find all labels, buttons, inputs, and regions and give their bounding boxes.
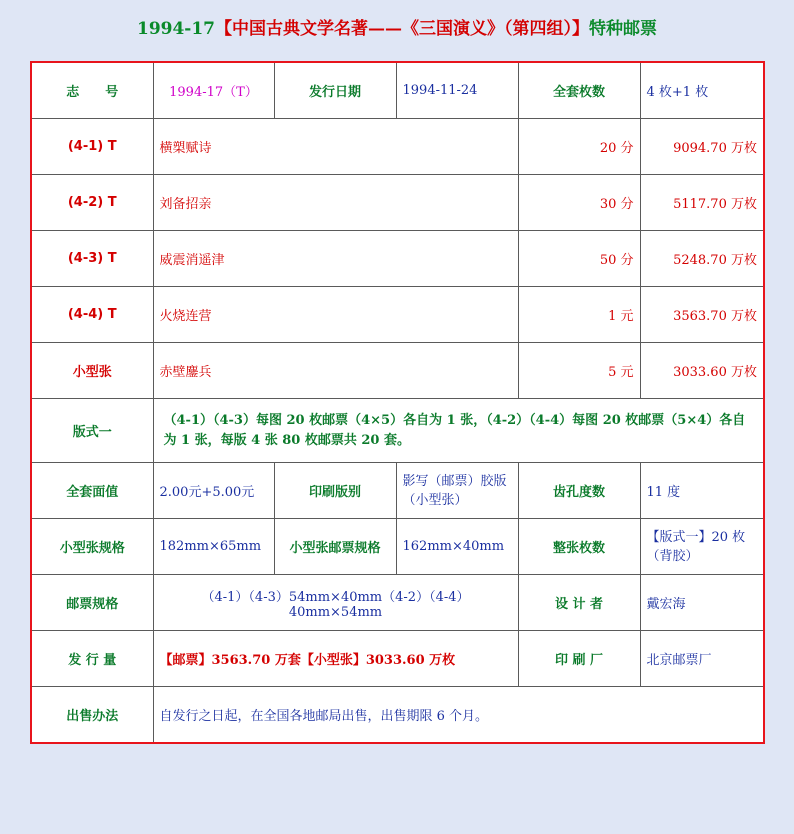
title-suffix: 特种邮票 bbox=[589, 19, 658, 39]
perforation-value: 11 度 bbox=[640, 463, 764, 519]
issue-date-value: 1994-11-24 bbox=[396, 62, 518, 119]
stamp-spec-value: （4-1）（4-3）54mm×40mm（4-2）（4-4）40mm×54mm bbox=[153, 575, 518, 631]
stamp-name: 赤壁鏖兵 bbox=[153, 343, 518, 399]
stamp-id: (4-2) T bbox=[31, 175, 153, 231]
table-row-spec bbox=[31, 575, 764, 631]
sale-method-value: 自发行之日起，在全国各地邮局出售，出售期限 6 个月。 bbox=[153, 687, 764, 744]
sheet-count-value: 【版式一】20 枚（背胶） bbox=[640, 519, 764, 575]
total-face-label: 全套面值 bbox=[31, 463, 153, 519]
issue-quantity-label: 发 行 量 bbox=[31, 631, 153, 687]
stamp-info-table bbox=[30, 61, 765, 744]
code-value: 1994-17（T） bbox=[153, 62, 274, 119]
table-row-sale bbox=[31, 687, 764, 744]
sheet-count-label: 整张枚数 bbox=[518, 519, 640, 575]
table-row-stamp-2 bbox=[31, 175, 764, 231]
table-row-info bbox=[31, 62, 764, 119]
stamp-quantity: 9094.70 万枚 bbox=[640, 119, 764, 175]
page-title bbox=[0, 14, 794, 39]
set-count-value: 4 枚+1 枚 bbox=[640, 62, 764, 119]
stamp-face-value: 1 元 bbox=[518, 287, 640, 343]
stamp-name: 火烧连营 bbox=[153, 287, 518, 343]
code-label: 志 号 bbox=[31, 62, 153, 119]
table-row-stamp-4 bbox=[31, 287, 764, 343]
souvenir-sheet-size-label: 小型张规格 bbox=[31, 519, 153, 575]
stamp-face-value: 30 分 bbox=[518, 175, 640, 231]
stamp-id: (4-1) T bbox=[31, 119, 153, 175]
table-row-layout bbox=[31, 399, 764, 463]
table-row-stamp-3 bbox=[31, 231, 764, 287]
stamp-id: (4-3) T bbox=[31, 231, 153, 287]
title-code: 1994-17 bbox=[136, 19, 216, 39]
stamp-name: 刘备招亲 bbox=[153, 175, 518, 231]
table-row-quantity bbox=[31, 631, 764, 687]
stamp-name: 威震消遥津 bbox=[153, 231, 518, 287]
layout-description: （4-1）（4-3）每图 20 枚邮票（4×5）各自为 1 张，（4-2）（4-4）每图 20 枚邮票（5×4）各自为 1 张，每版 4 张 80 枚邮票共 20 套。 bbox=[153, 399, 764, 463]
souvenir-stamp-size-label: 小型张邮票规格 bbox=[274, 519, 396, 575]
layout-label: 版式一 bbox=[31, 399, 153, 463]
printer-label: 印 刷 厂 bbox=[518, 631, 640, 687]
stamp-quantity: 3563.70 万枚 bbox=[640, 287, 764, 343]
sale-method-label: 出售办法 bbox=[31, 687, 153, 744]
perforation-label: 齿孔度数 bbox=[518, 463, 640, 519]
table-row-size bbox=[31, 519, 764, 575]
stamp-face-value: 50 分 bbox=[518, 231, 640, 287]
table-row-souvenir-sheet bbox=[31, 343, 764, 399]
designer-label: 设 计 者 bbox=[518, 575, 640, 631]
stamp-id: 小型张 bbox=[31, 343, 153, 399]
print-method-label: 印刷版别 bbox=[274, 463, 396, 519]
printer-value: 北京邮票厂 bbox=[640, 631, 764, 687]
souvenir-sheet-size-value: 182mm×65mm bbox=[153, 519, 274, 575]
title-name: 【中国古典文学名著——《三国演义》（第四组）】 bbox=[215, 19, 590, 39]
set-count-label: 全套枚数 bbox=[518, 62, 640, 119]
total-face-value: 2.00元+5.00元 bbox=[153, 463, 274, 519]
stamp-quantity: 5248.70 万枚 bbox=[640, 231, 764, 287]
stamp-quantity: 5117.70 万枚 bbox=[640, 175, 764, 231]
issue-date-label: 发行日期 bbox=[274, 62, 396, 119]
stamp-face-value: 20 分 bbox=[518, 119, 640, 175]
stamp-quantity: 3033.60 万枚 bbox=[640, 343, 764, 399]
stamp-face-value: 5 元 bbox=[518, 343, 640, 399]
stamp-spec-label: 邮票规格 bbox=[31, 575, 153, 631]
stamp-name: 横槊赋诗 bbox=[153, 119, 518, 175]
print-method-value: 影写（邮票）胶版（小型张） bbox=[396, 463, 518, 519]
stamp-id: (4-4) T bbox=[31, 287, 153, 343]
designer-value: 戴宏海 bbox=[640, 575, 764, 631]
issue-quantity-value: 【邮票】3563.70 万套【小型张】3033.60 万枚 bbox=[153, 631, 518, 687]
table-row-stamp-1 bbox=[31, 119, 764, 175]
table-row-face bbox=[31, 463, 764, 519]
souvenir-stamp-size-value: 162mm×40mm bbox=[396, 519, 518, 575]
